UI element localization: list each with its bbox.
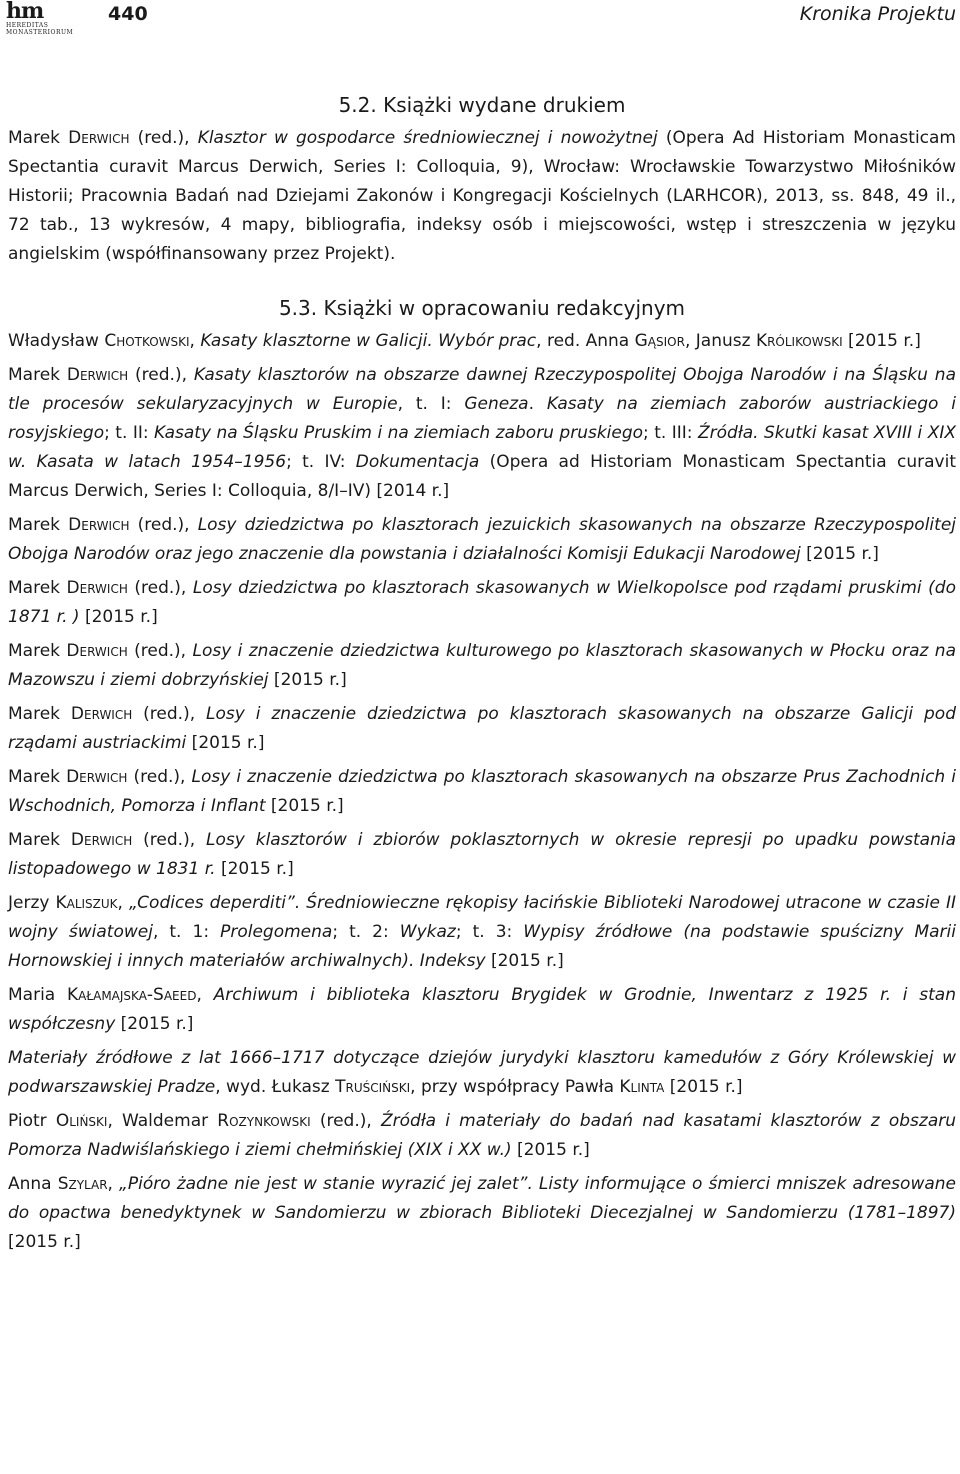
volume-title: Dokumentacja [355, 452, 480, 472]
section-heading-books-in-editing: 5.3. Książki w opracowaniu redakcyjnym [278, 296, 686, 320]
book-title: „Pióro żadne nie jest w stanie wyrazić jej zalet”. Listy informujące o śmierci mniszek adresowane do opactwa benedyktynek w Sandomierzu w zbiorach Biblioteki Diecezjalnej w Sandomierzu (1781–1897) [8, 1174, 956, 1223]
book-title: Losy klasztorów i zbiorów poklasztornych w okresie represji po upadku powstania listopadowego w 1831 r. [8, 830, 956, 879]
bibliography-entry [8, 361, 956, 506]
bibliography-entry [8, 574, 956, 632]
volume-title: Kasaty na Śląsku Pruskim i na ziemiach zaboru pruskiego [154, 423, 644, 443]
author-last-name: Derwich [70, 704, 133, 724]
author-last-name: Derwich [66, 578, 128, 598]
bibliography-entry [8, 826, 956, 884]
author-last-name: Derwich [68, 515, 130, 535]
entry-role: (red.), [129, 128, 198, 148]
bibliography-entry [8, 981, 956, 1039]
bibliography-entry [8, 1170, 956, 1257]
entry-text: (red.), [132, 704, 207, 724]
entry-text: ; t. IV: [286, 452, 356, 472]
entry-year: [2015 r.] [215, 859, 294, 879]
entry-year: [2015 r.] [268, 670, 347, 690]
entry-text: . [528, 394, 547, 414]
page-content [8, 90, 956, 1262]
entry-text: , [196, 985, 214, 1005]
volume-title: Źródła. Skutki kasat XVIII i XIX w. Kasata w latach 1954–1956 [8, 423, 957, 472]
volume-title: Wykaz [399, 922, 456, 942]
author-first-name: Marek [8, 515, 69, 535]
entry-text: (red.), [128, 365, 194, 385]
editor-last-name: Gąsior [634, 331, 685, 351]
entry-year: [2015 r.] [79, 607, 158, 627]
entry-year: [2015 r.] [265, 796, 344, 816]
editor-last-name: Królikowski [755, 331, 843, 351]
author-first-name: Marek [8, 704, 71, 724]
author-first-name: Marek [8, 641, 67, 661]
entry-year: [2015 r.] [511, 1140, 590, 1160]
running-title: Kronika Projektu [799, 3, 956, 25]
book-title: Losy dziedzictwa po klasztorach skasowanych w Wielkopolsce pod rządami pruskimi (do 1871 r. ) [8, 578, 956, 627]
author-first-name: Marek [8, 128, 69, 148]
editor-last-name: Truściński [335, 1077, 411, 1097]
logo-line-monasteriorum: MONASTERIORUM [6, 29, 74, 36]
book-title: Klasztor w gospodarce średniowiecznej i nowożytnej [197, 128, 658, 148]
entry-text: ; t. II: [104, 423, 155, 443]
entry-text: ; t. 2: [332, 922, 400, 942]
entry-text: , przy współpracy Pawła [410, 1077, 620, 1097]
page-number: 440 [108, 3, 148, 25]
author-last-name: Derwich [68, 128, 130, 148]
book-title: Źródła i materiały do badań nad kasatami klasztorów z obszaru Pomorza Nadwiślańskiego i ziemi chełmińskiej (XIX i XX w.) [8, 1111, 957, 1160]
author-last-name: Derwich [70, 830, 133, 850]
entry-year: [2015 r.] [115, 1014, 194, 1034]
entry-year: [2015 r.] [800, 544, 879, 564]
entry-year: [2015 r.] [186, 733, 265, 753]
author-first-name: Marek [8, 365, 67, 385]
author-first-name: Marek [8, 830, 71, 850]
section-heading-printed-books: 5.2. Książki wydane drukiem [338, 93, 626, 117]
entry-year: [2015 r.] [485, 951, 564, 971]
bibliography-entry [8, 327, 956, 356]
entry-text: (red.), [310, 1111, 381, 1131]
bibliography-entry [8, 700, 956, 758]
entry-details: (Opera ad Historiam Monasticam Spectantia curavit Marcus Derwich, Series I: Colloquia, 8/I–IV) [2014 r.] [8, 452, 956, 501]
volume-title: Geneza [464, 394, 529, 414]
entry-text: (red.), [127, 578, 193, 598]
author-first-name: Marek [8, 578, 67, 598]
entry-year: [2015 r.] [8, 1232, 81, 1252]
bibliography-entry [8, 889, 956, 976]
book-title: „Codices deperditi”. Średniowieczne rękopisy łacińskie Biblioteki Narodowej utracone w czasie II wojny światowej [8, 893, 957, 942]
book-title: Kasaty klasztorne w Galicji. Wybór prac [200, 331, 537, 351]
bibliography-entry [8, 1107, 956, 1165]
book-title: Losy i znaczenie dziedzictwa kulturowego po klasztorach skasowanych w Płocku oraz na Mazowszu i ziemi dobrzyńskiej [8, 641, 956, 690]
volume-title: Kasaty na ziemiach zaborów austriackiego i rosyjskiego [8, 394, 956, 443]
author-first-name: Marek [8, 767, 67, 787]
book-title: Kasaty klasztorów na obszarze dawnej Rzeczypospolitej Obojga Narodów i na Śląsku na tle procesów sekularyzacyjnych w Europie [8, 365, 956, 414]
volume-title: Wypisy źródłowe (na podstawie spuścizny Marii Hornowskiej i innych materiałów archiwalnych). Indeksy [8, 922, 956, 971]
entry-text: (red.), [127, 641, 193, 661]
book-title: Losy i znaczenie dziedzictwa po klasztorach skasowanych na obszarze Prus Zachodnich i Wschodnich, Pomorza i Inflant [8, 767, 956, 816]
bibliography-entry [8, 511, 956, 569]
entry-year: [2015 r.] [842, 331, 921, 351]
entry-text: , [117, 893, 129, 913]
entry-text: , Waldemar [107, 1111, 218, 1131]
book-title: Materiały źródłowe z lat 1666–1717 dotyczące dziejów jurydyki klasztoru kamedułów z Góry Królewskiej w podwarszawskiej Pradze [8, 1048, 956, 1097]
author-last-name: Chotkowski [104, 331, 190, 351]
entry-text: , [189, 331, 201, 351]
author-first-name: Władysław [8, 331, 105, 351]
author-last-name: Derwich [66, 641, 128, 661]
bibliography-entry [8, 763, 956, 821]
author-last-name: Kaliszuk [55, 893, 118, 913]
entry-text: (red.), [132, 830, 207, 850]
logo-line-hereditas: HEREDITAS [6, 22, 49, 29]
logo-mark: hm [6, 0, 44, 24]
author-first-name: Maria [8, 985, 68, 1005]
book-title: Losy dziedzictwa po klasztorach jezuickich skasowanych na obszarze Rzeczypospolitej Obojga Narodów oraz jego znaczenie dla powstania i działalności Komisji Edukacji Narodowej [8, 515, 957, 564]
entry-text: ; t. 3: [455, 922, 524, 942]
entry-details: (Opera Ad Historiam Monasticam Spectantia curavit Marcus Derwich, Series I: Colloquia, 9), Wrocław: Wrocławskie Towarzystwo Miłośników Historii; Pracownia Badań nad Dziejami Zakonów i Kongregacji Kościelnych (LARHCOR), 2013, ss. 848, 49 il., 72 tab., 13 wykresów, 4 mapy, bibliografia, indeksy osób i miejscowości, wstęp i streszczenia w języku angielskim (współfinansowany przez Projekt). [8, 128, 956, 264]
author-last-name: Szylar [57, 1174, 108, 1194]
author-last-name: Rozynkowski [217, 1111, 311, 1131]
entry-text: , red. Anna [536, 331, 635, 351]
book-title: Losy i znaczenie dziedzictwa po klasztorach skasowanych na obszarze Galicji pod rządami austriackimi [8, 704, 956, 753]
bibliography-entry [8, 1044, 956, 1102]
collaborator-last-name: Klinta [619, 1077, 665, 1097]
book-title: Archiwum i biblioteka klasztoru Brygidek w Grodnie, Inwentarz z 1925 r. i stan współczesny [8, 985, 956, 1034]
page-header [0, 0, 960, 44]
author-first-name: Jerzy [8, 893, 56, 913]
author-first-name: Piotr [8, 1111, 56, 1131]
bibliography-entry [8, 637, 956, 695]
author-last-name: Oliński [55, 1111, 108, 1131]
entry-text: , t. I: [397, 394, 465, 414]
entry-text: , Janusz [684, 331, 756, 351]
author-first-name: Anna [8, 1174, 58, 1194]
volume-title: Prolegomena [220, 922, 333, 942]
hereditas-monasteriorum-logo [6, 0, 74, 44]
entry-text: , t. 1: [152, 922, 221, 942]
author-last-name: Kałamajska-Saeed [67, 985, 197, 1005]
entry-text: ; t. III: [643, 423, 698, 443]
entry-text: , [107, 1174, 120, 1194]
bibliography-entry [8, 124, 956, 269]
entry-text: , wyd. Łukasz [215, 1077, 336, 1097]
entry-text: (red.), [127, 767, 192, 787]
entry-text: (red.), [129, 515, 198, 535]
author-last-name: Derwich [66, 767, 128, 787]
entry-year: [2015 r.] [664, 1077, 743, 1097]
author-last-name: Derwich [66, 365, 129, 385]
